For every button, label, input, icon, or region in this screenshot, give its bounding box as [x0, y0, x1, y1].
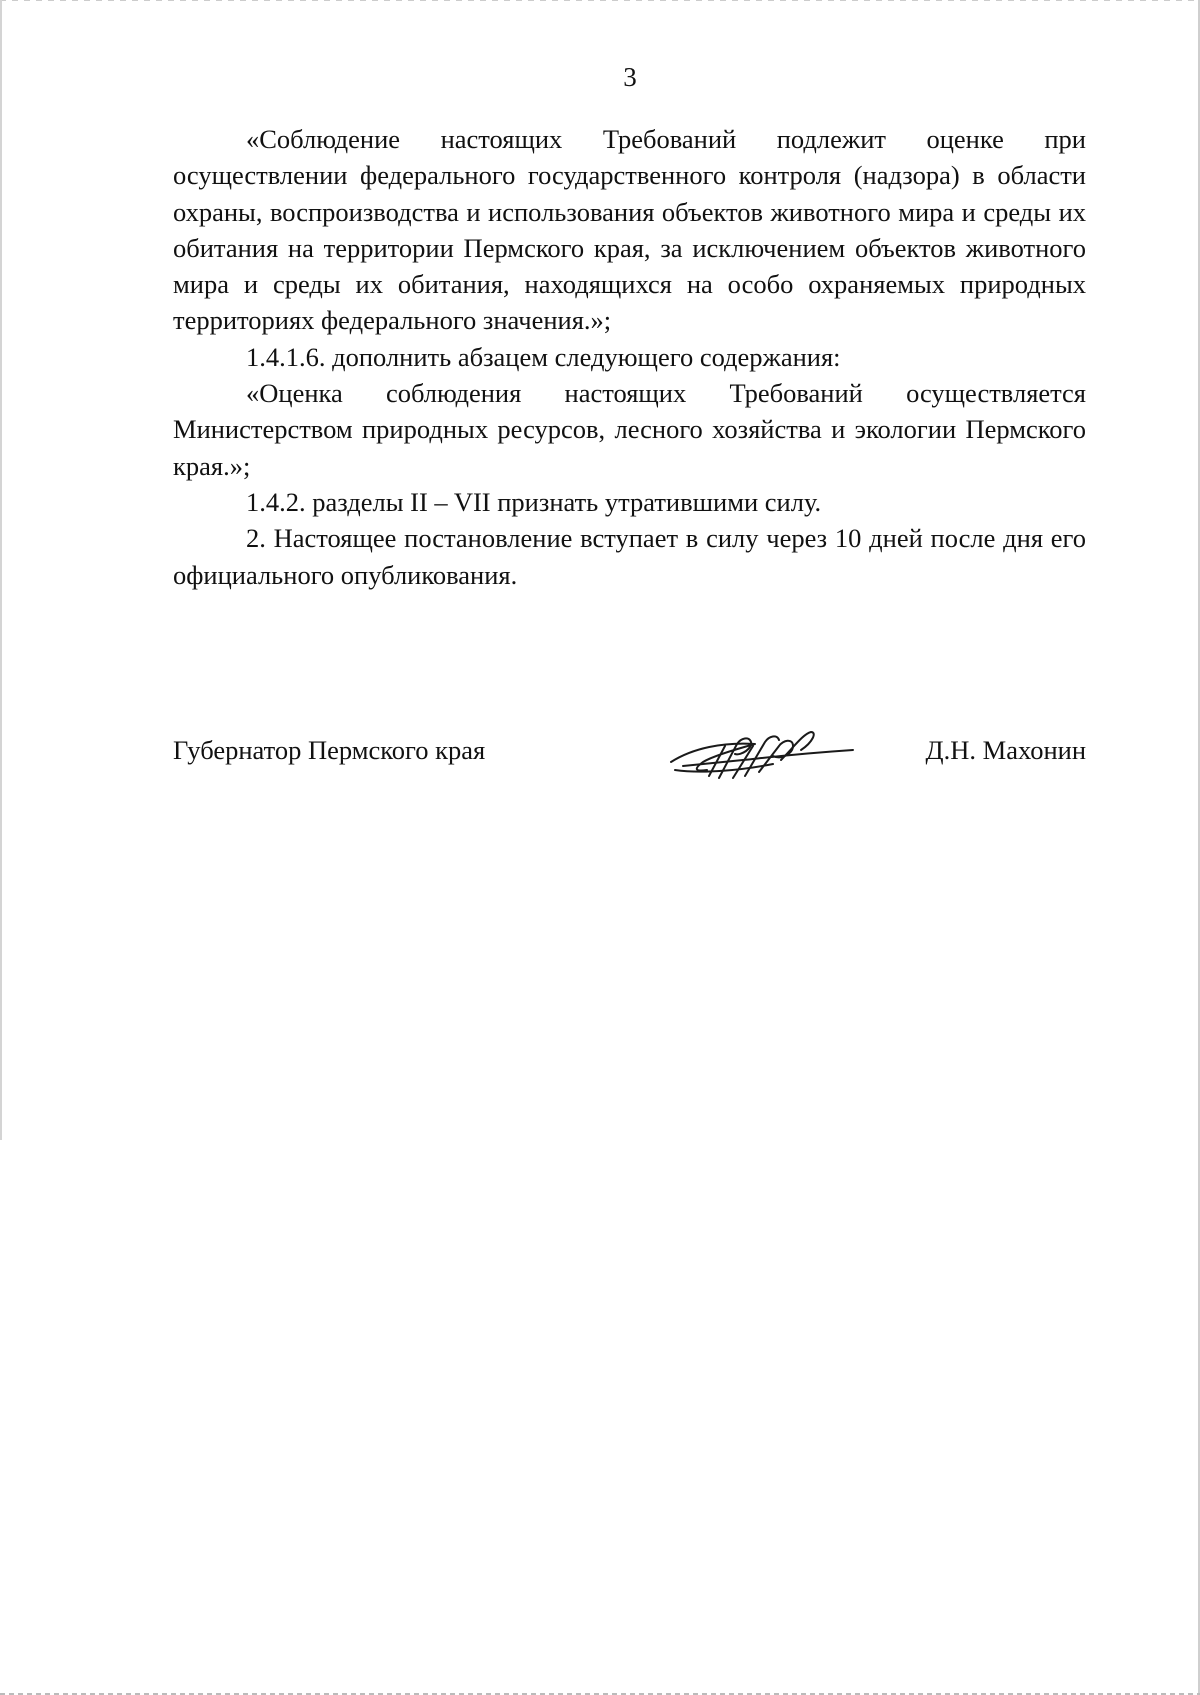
handwritten-signature — [663, 720, 863, 784]
signatory-position: Губернатор Пермского края — [173, 735, 486, 765]
document-body — [173, 121, 1086, 593]
paragraph-1-4-2: 1.4.2. разделы II – VII признать утратившими силу. — [246, 486, 822, 517]
scan-edge-left — [0, 0, 2, 1140]
signature-block — [173, 728, 1086, 788]
page-number: 3 — [623, 62, 637, 92]
paragraph-1-4-1-6: 1.4.1.6. дополнить абзацем следующего содержания: — [246, 341, 841, 372]
signatory-name: Д.Н. Махонин — [925, 735, 1086, 765]
paragraph-quote-compliance: «Соблюдение настоящих Требований подлежит оценке при осуществлении федерального государственного контроля (надзора) в области охраны, воспроизводства и использования объектов животного мира и среды их обитания на территории Пермского края, за исключением объектов животного мира и среды их обитания, находящихся на особо охраняемых природных территориях федерального значения.»; — [173, 124, 1086, 336]
paragraph-quote-assessment: «Оценка соблюдения настоящих Требований осуществляется Министерством природных ресурсов, лесного хозяйства и экологии Пермского края.»; — [173, 378, 1086, 481]
scan-edge-top — [0, 0, 1200, 1]
paragraph-2-effective-date: 2. Настоящее постановление вступает в силу через 10 дней после дня его официального опубликования. — [173, 523, 1086, 590]
